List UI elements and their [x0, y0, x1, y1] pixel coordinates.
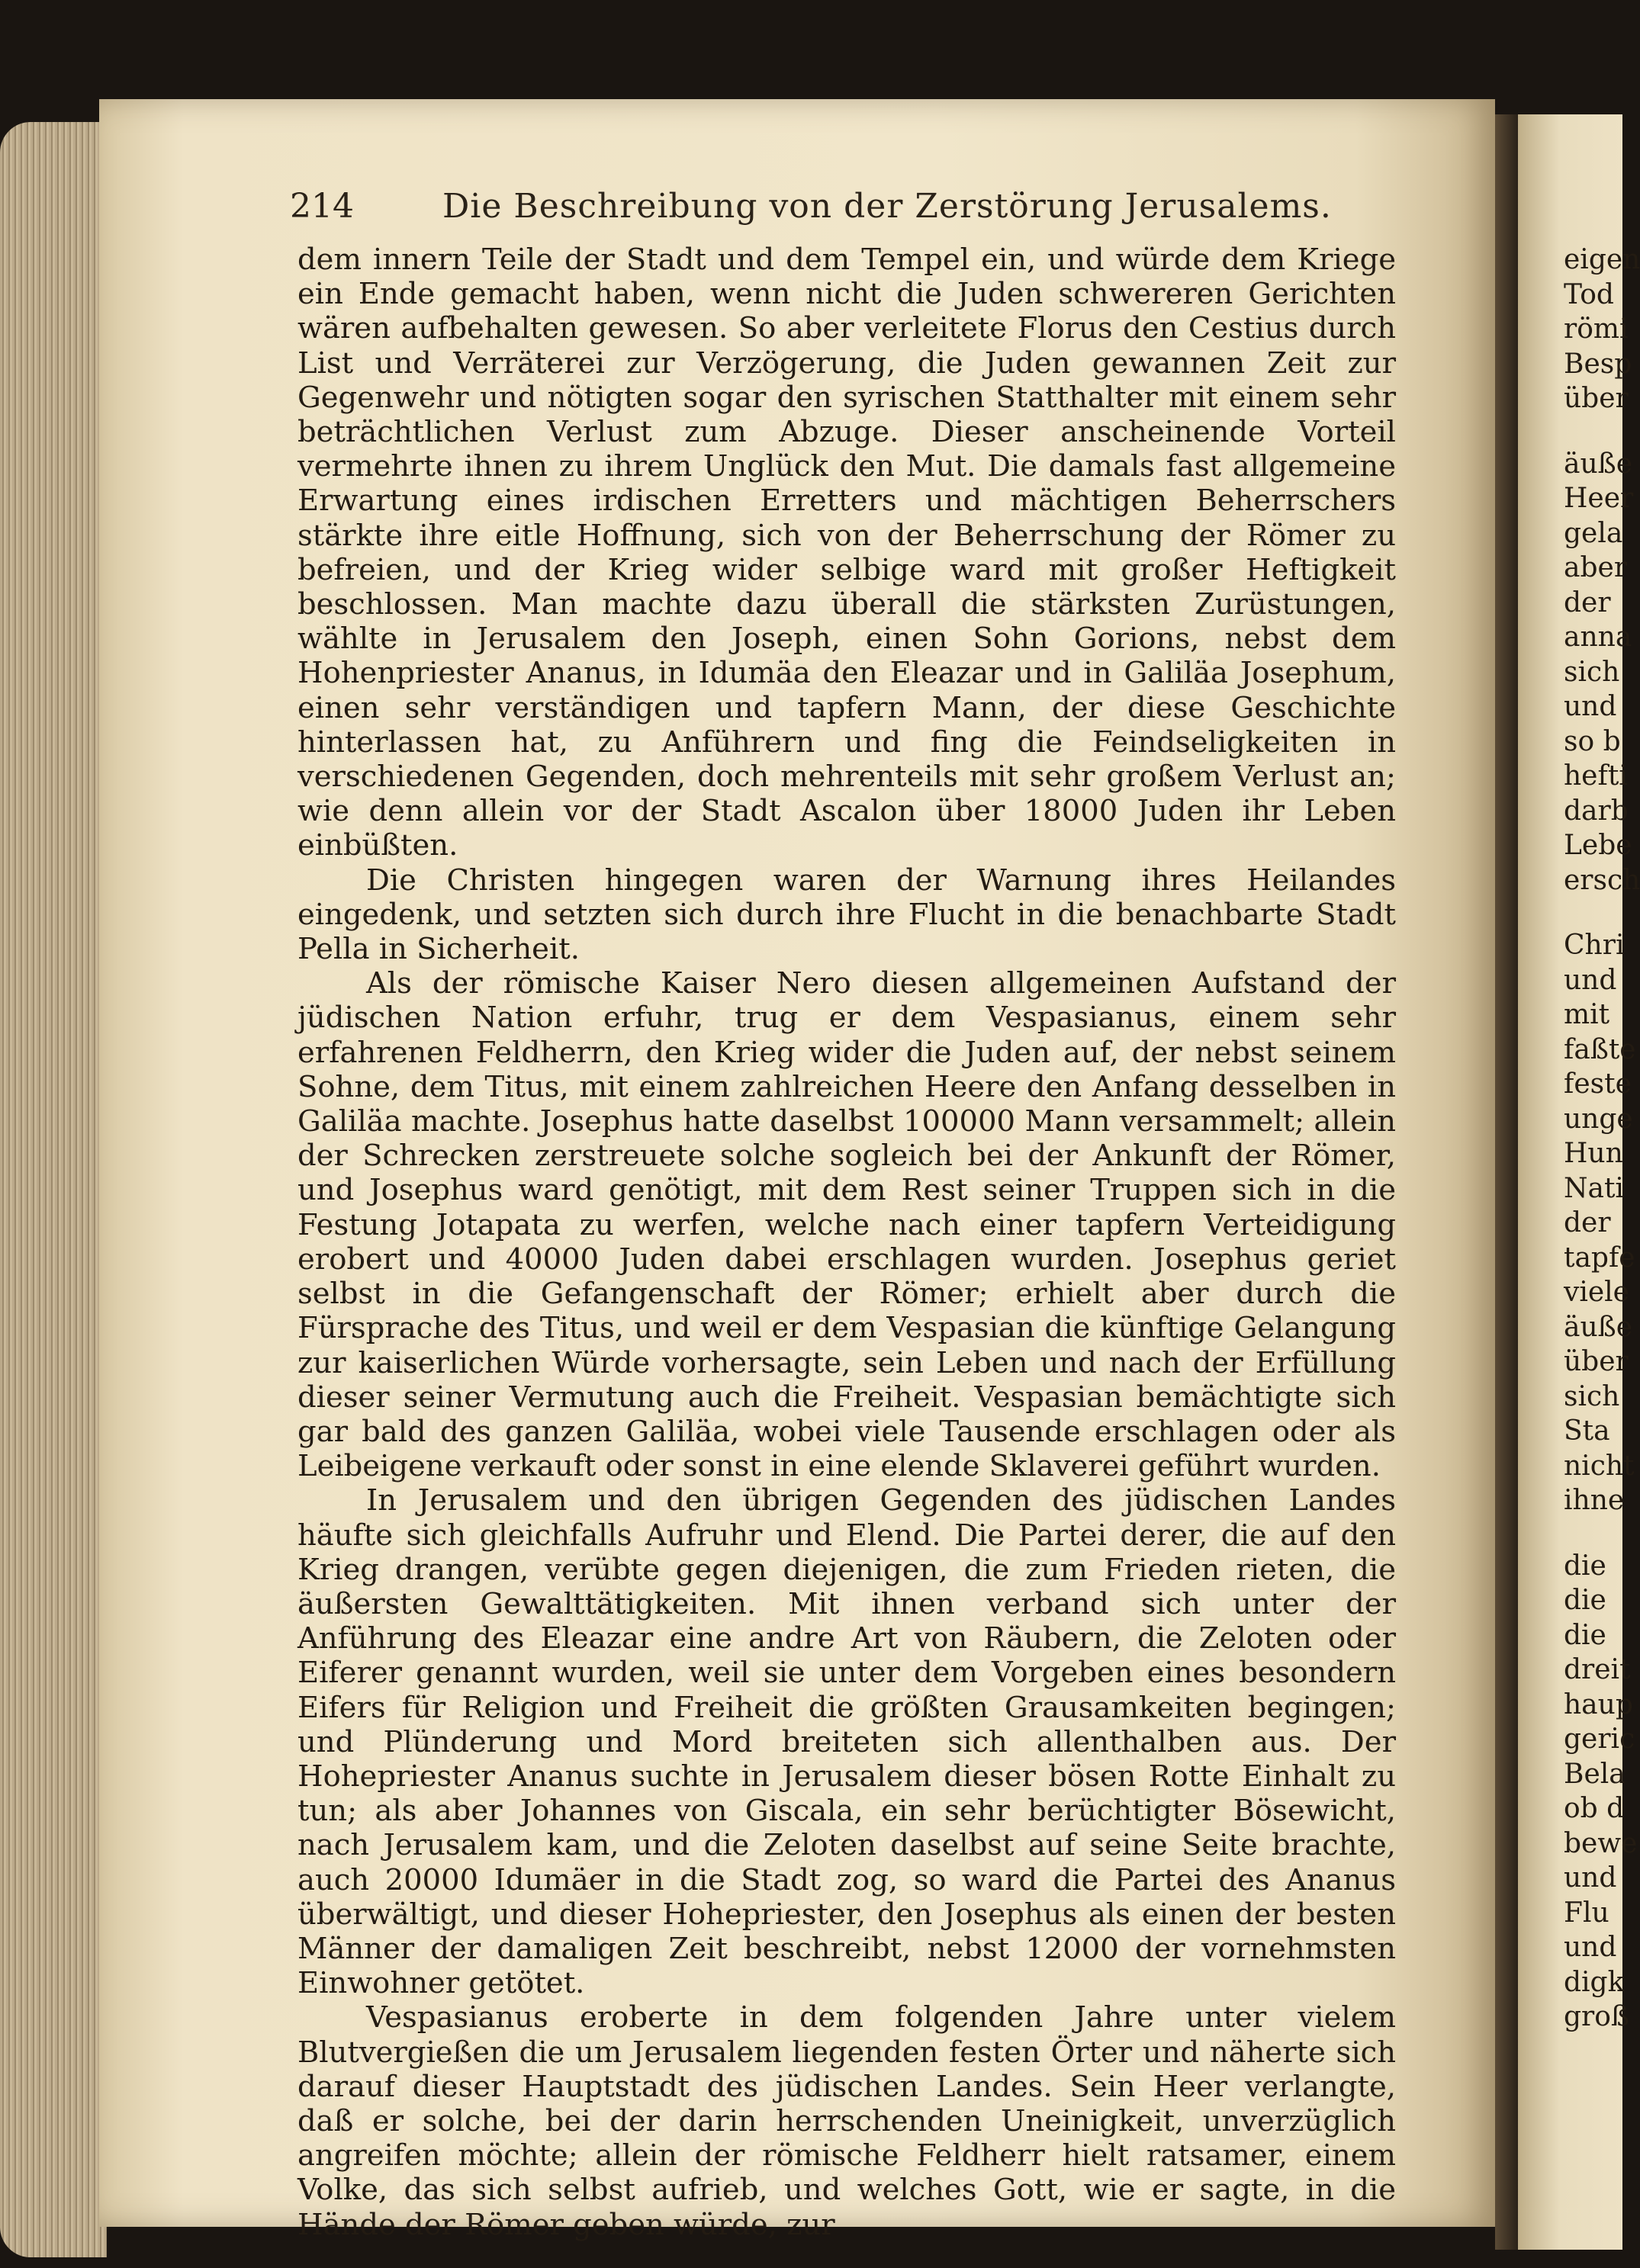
paragraph: Vespasianus eroberte in dem folgenden Jahre unter vielem Blutvergießen die um Jerusalem liegenden festen Örter und näherte sich darauf dieser Hauptstadt des jüdischen Landes. Sein Heer verlangte, daß er solche, bei der darin herrschenden Uneinigkeit, unverzüglich angreifen möchte; allein der römische Feldherr hielt ratsamer, einem Volke, das sich selbst aufrieb, und welches Gott, wie er sagte, in die Hände der Römer geben würde, zur [297, 2000, 1396, 2242]
right-page-fragment: Heer [1564, 483, 1634, 514]
right-page-fragment: und [1564, 1862, 1617, 1894]
book-gutter [1495, 114, 1518, 2250]
right-page-fragment: digk [1564, 1966, 1625, 1998]
right-page-fragment: Nati [1564, 1172, 1624, 1204]
right-page-fragment: der [1564, 1207, 1611, 1238]
right-page-fragment: Flu [1564, 1897, 1609, 1929]
right-page-fragment: römi [1564, 313, 1629, 345]
right-page-fragment: über [1564, 1346, 1629, 1377]
right-page-fragment: so b [1564, 725, 1621, 757]
right-page-fragment: nicht [1564, 1450, 1635, 1482]
right-page-fragment: bewe [1564, 1827, 1638, 1859]
right-page-fragment: ob d [1564, 1793, 1625, 1824]
right-page-fragment: Bela [1564, 1758, 1626, 1790]
right-page-fragment: anna [1564, 622, 1632, 653]
right-page-fragment: über [1564, 383, 1629, 414]
right-page-fragment: haup [1564, 1688, 1633, 1720]
right-page-fragment: darb [1564, 795, 1629, 827]
right-page-fragment: die [1564, 1550, 1606, 1582]
right-page-fragment: sich [1564, 1380, 1620, 1412]
right-page-fragment: Lebe [1564, 830, 1632, 861]
right-page-fragment: eigen [1564, 244, 1640, 275]
main-text [297, 243, 1396, 2242]
right-page-fragment: äuße [1564, 448, 1632, 480]
running-title: Die Beschreibung von der Zerstörung Jerusalems. [442, 187, 1332, 226]
right-page-fragment: ersch [1564, 864, 1640, 896]
right-page-fragment: und [1564, 1932, 1617, 1963]
right-page-fragment: mit [1564, 999, 1610, 1030]
right-page-fragment: Chri [1564, 930, 1625, 961]
running-header [290, 187, 1419, 226]
right-page-fragment: und [1564, 691, 1617, 722]
book-page-edges [0, 122, 107, 2257]
right-page-fragment: tapfe [1564, 1242, 1635, 1274]
right-page-fragment: Sta [1564, 1415, 1610, 1447]
right-page-fragment: groß [1564, 2001, 1629, 2032]
page-number: 214 [290, 187, 354, 226]
right-page-fragment: faßte [1564, 1033, 1636, 1065]
right-page-fragment: unge [1564, 1103, 1633, 1135]
right-page-fragment: aber [1564, 552, 1628, 583]
right-page-fragment: die [1564, 1619, 1606, 1651]
right-page-fragment: hefti [1564, 760, 1628, 792]
right-page-fragment: sich [1564, 656, 1620, 688]
right-page-fragment: Hun [1564, 1138, 1623, 1169]
right-page-fragment: gela [1564, 517, 1623, 549]
right-page-fragment: dreit [1564, 1654, 1631, 1685]
right-page-fragment: äuße [1564, 1311, 1632, 1343]
right-page-fragment: viele [1564, 1277, 1629, 1308]
right-page-fragment: Tod [1564, 278, 1614, 310]
right-page-fragment: feste [1564, 1068, 1632, 1100]
paragraph: dem innern Teile der Stadt und dem Tempel ein, und würde dem Kriege ein Ende gemacht haben, wenn nicht die Juden schwereren Gerichten wären aufbehalten gewesen. So aber verleitete Florus den Cestius durch List und Verräterei zur Verzögerung, die Juden gewannen Zeit zur Gegenwehr und nötigten sogar den syrischen Statthalter mit einem sehr beträchtlichen Verlust zum Abzuge. Dieser anscheinende Vorteil vermehrte ihnen zu ihrem Unglück den Mut. Die damals fast allgemeine Erwartung eines irdischen Erretters und mächtigen Beherrschers stärkte ihre eitle Hoffnung, sich von der Beherrschung der Römer zu befreien, und der Krieg wider selbige ward mit großer Heftigkeit beschlossen. Man machte dazu überall die stärksten Zurüstungen, wählte in Jerusalem den Joseph, einen Sohn Gorions, nebst dem Hohenpriester Ananus, in Idumäa den Eleazar und in Galiläa Josephum, einen sehr verständigen und tapfern Mann, der diese Geschichte hinterlassen hat, zu Anführern und fing die Feindseligkeiten in verschiedenen Gegenden, doch mehrenteils mit sehr großem Verlust an; wie denn allein vor der Stadt Ascalon über 18000 Juden ihr Leben einbüßten. [297, 243, 1396, 863]
right-page-fragment: ihne [1564, 1485, 1625, 1516]
right-page-fragment: die [1564, 1585, 1606, 1616]
right-page-fragment: der [1564, 586, 1611, 618]
right-page-fragment: und [1564, 964, 1617, 996]
right-page-fragment: Besp [1564, 348, 1632, 380]
paragraph: Als der römische Kaiser Nero diesen allgemeinen Aufstand der jüdischen Nation erfuhr, trug er dem Vespasianus, einem sehr erfahrenen Feldherrn, den Krieg wider die Juden auf, der nebst seinem Sohne, dem Titus, mit einem zahlreichen Heere den Anfang desselben in Galiläa machte. Josephus hatte daselbst 100000 Mann versammelt; allein der Schrecken zerstreuete solche sogleich bei der Ankunft der Römer, und Josephus ward genötigt, mit dem Rest seiner Truppen sich in die Festung Jotapata zu werfen, welche nach einer tapfern Verteidigung erobert und 40000 Juden dabei erschlagen wurden. Josephus geriet selbst in die Gefangenschaft der Römer; erhielt aber durch die Fürsprache des Titus, und weil er dem Vespasian die künftige Gelangung zur kaiserlichen Würde vorhersagte, sein Leben und nach der Erfüllung dieser seiner Vermutung auch die Freiheit. Vespasian bemächtigte sich gar bald des ganzen Galiläa, wobei viele Tausende erschlagen oder als Leibeigene verkauft oder sonst in eine elende Sklaverei geführt wurden. [297, 966, 1396, 1484]
paragraph: Die Christen hingegen waren der Warnung ihres Heilandes eingedenk, und setzten sich durch ihre Flucht in die benachbarte Stadt Pella in Sicherheit. [297, 863, 1396, 967]
right-page-fragment: geric [1564, 1723, 1635, 1755]
paragraph: In Jerusalem und den übrigen Gegenden des jüdischen Landes häufte sich gleichfalls Aufruhr und Elend. Die Partei derer, die auf den Krieg drangen, verübte gegen diejenigen, die zum Frieden rieten, die äußersten Gewalttätigkeiten. Mit ihnen verband sich unter der Anführung des Eleazar eine andre Art von Räubern, die Zeloten oder Eiferer genannt wurden, weil sie unter dem Vorgeben eines besondern Eifers für Religion und Freiheit die größten Grausamkeiten begingen; und Plünderung und Mord breiteten sich allenthalben aus. Der Hohepriester Ananus suchte in Jerusalem dieser bösen Rotte Einhalt zu tun; als aber Johannes von Giscala, ein sehr berüchtigter Bösewicht, nach Jerusalem kam, und die Zeloten daselbst auf seine Seite brachte, auch 20000 Idumäer in die Stadt zog, so ward die Partei des Ananus überwältigt, und dieser Hohepriester, den Josephus als einen der besten Männer der damaligen Zeit beschreibt, nebst 12000 der vornehmsten Einwohner getötet. [297, 1483, 1396, 2001]
